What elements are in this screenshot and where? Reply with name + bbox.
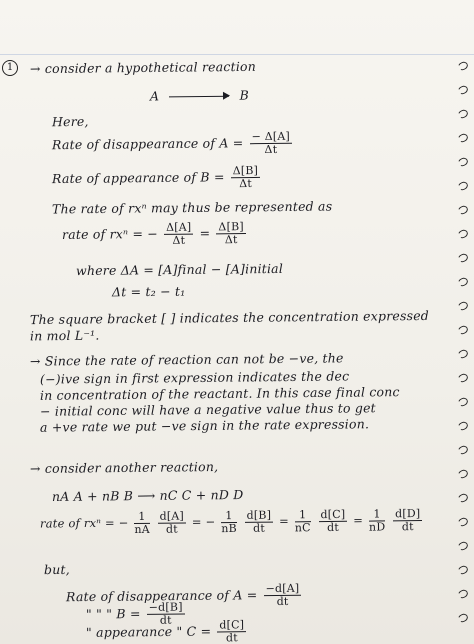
ring-icon [457, 300, 469, 311]
fraction: $\frac{1}{nA}$ [134, 509, 150, 537]
fraction: $\frac{-d[A]}{dt}$ [264, 583, 302, 608]
fraction: $\frac{\Delta[A]}{\Delta t}$ [164, 222, 194, 247]
rate-label: Rate of disappearance of A = [51, 135, 244, 153]
question-number: 1 [2, 60, 18, 76]
rate-representation-text: The rate of rxⁿ may thus be represented as [51, 198, 333, 217]
reaction-equation [150, 87, 249, 103]
intro-line: → consider a hypothetical reaction [29, 58, 257, 77]
rate-appearance-b [52, 165, 262, 192]
sign-explanation-line3: in concentration of the reactant. In this case final conc [39, 384, 400, 403]
fraction: $\frac{1}{nD}$ [368, 507, 386, 534]
fraction: $\frac{d[C]}{dt}$ [318, 509, 347, 534]
fraction: $\frac{-d[B]}{dt}$ [147, 601, 185, 626]
fraction: $\frac{\Delta[B]}{\Delta t}$ [231, 165, 261, 190]
ring-icon [457, 516, 469, 527]
ring-icon [457, 468, 469, 479]
ring-icon [457, 84, 469, 95]
fraction: $\frac{d[A]}{dt}$ [158, 510, 187, 535]
appearance-c-line: " appearance " C = $\frac{d[C]}{dt}$ [86, 619, 249, 644]
fraction: $\frac{1}{nC}$ [294, 508, 311, 535]
ring-icon [457, 564, 469, 575]
ring-icon [457, 588, 469, 599]
sign-explanation-line1: → Since the rate of reaction can not be −ve, the [29, 350, 344, 369]
rate-disappearance-a [52, 131, 294, 159]
ring-icon [457, 444, 469, 455]
ring-icon [457, 156, 469, 167]
another-reaction-line: → consider another reaction, [29, 459, 219, 476]
fraction: $\frac{\Delta[B]}{\Delta t}$ [216, 221, 246, 246]
bracket-note-line1: The square bracket [ ] indicates the concentration expressed [29, 307, 430, 328]
delta-t-definition: Δt = t₂ − t₁ [111, 283, 186, 300]
ring-icon [457, 324, 469, 335]
ring-icon [457, 492, 469, 503]
ring-icon [457, 420, 469, 431]
arrow-icon [169, 95, 229, 97]
sign-explanation-line5: a +ve rate we put −ve sign in the rate expression. [39, 416, 370, 435]
fraction: $\frac{d[D]}{dt}$ [393, 508, 423, 533]
ring-icon [457, 348, 469, 359]
bracket-note-line2: in mol L⁻¹. [29, 327, 100, 344]
spiral-binding [452, 60, 474, 644]
ring-icon [457, 372, 469, 383]
general-rate-expression: rate of rxⁿ = − $\frac{1}{nA}$ $\frac{d[A]}{dt}$ = − $\frac{1}{nB}$ $\frac{d[B]}{dt}$ = $\frac{1}{nC}$ $\frac{d[C]}{dt}$ = $\frac{1}{nD}$ $\frac{d[D]}{dt}$ [40, 508, 425, 537]
ring-icon [457, 540, 469, 551]
fraction: $\frac{d[C]}{dt}$ [217, 619, 246, 644]
delta-a-definition: where ΔA = [A]final − [A]initial [75, 260, 284, 279]
ring-icon [457, 276, 469, 287]
ring-icon [457, 612, 469, 623]
general-reaction: nA A + nB B ⟶ nC C + nD D [51, 486, 244, 505]
ring-icon [457, 180, 469, 191]
fraction: $\frac{1}{nB}$ [221, 508, 237, 536]
reactant-a: A [149, 88, 160, 104]
disappearance-b-line: " " " B = $\frac{-d[B]}{dt}$ [86, 601, 187, 627]
sign-explanation-line2: (−)ive sign in first expression indicates the dec [39, 368, 350, 387]
ring-icon [457, 228, 469, 239]
ring-icon [457, 252, 469, 263]
ring-icon [457, 132, 469, 143]
product-b: B [239, 87, 250, 103]
ring-icon [457, 108, 469, 119]
here-label: Here, [51, 113, 89, 130]
sign-explanation-line4: − initial conc will have a negative value thus to get [39, 400, 376, 419]
but-label: but, [43, 561, 70, 578]
rate-expression: rate of rxⁿ = − $\frac{\Delta[A]}{\Delta t}$ = $\frac{\Delta[B]}{\Delta t}$ [62, 221, 248, 248]
fraction: $\frac{d[B]}{dt}$ [245, 510, 274, 535]
ring-icon [457, 396, 469, 407]
fraction: $\frac{- \Delta[A]}{\Delta t}$ [250, 131, 293, 156]
ring-icon [457, 204, 469, 215]
rate-label: Rate of appearance of B = [51, 169, 225, 187]
ruled-line [0, 54, 474, 55]
ring-icon [457, 60, 469, 71]
disappearance-a-line: Rate of disappearance of A = $\frac{-d[A]}{dt}$ [66, 583, 304, 610]
